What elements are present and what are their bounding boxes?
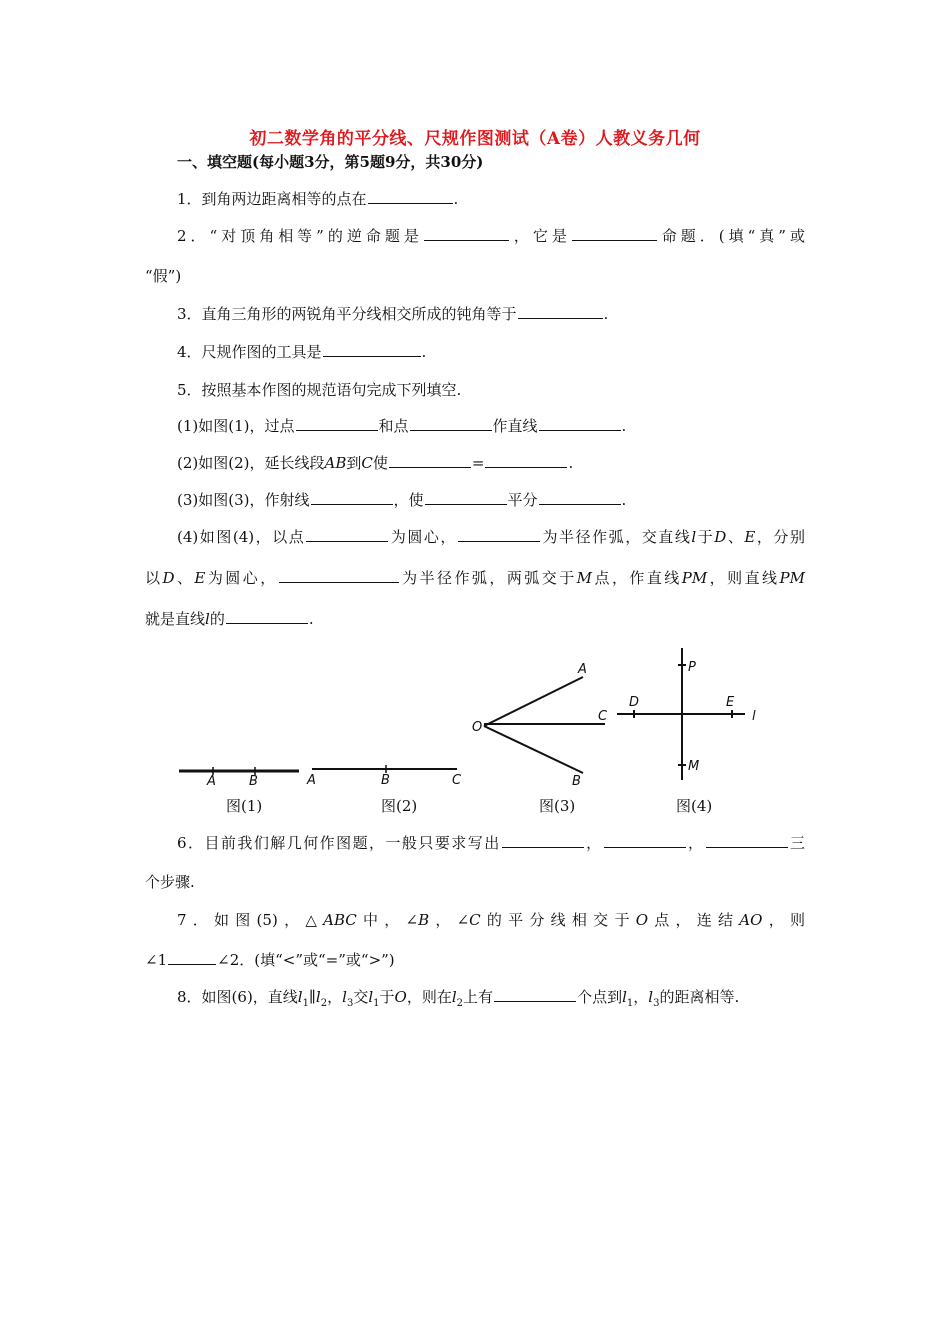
- question-3: [177, 304, 608, 324]
- line-l3: l: [648, 988, 654, 1006]
- point-d: D: [162, 569, 175, 587]
- line-pm: PM: [779, 569, 805, 587]
- answer-blank[interactable]: [706, 833, 788, 848]
- fig2-label-b: B: [381, 773, 390, 788]
- answer-blank[interactable]: [368, 189, 453, 204]
- q5-4-text-4: 于: [696, 528, 715, 546]
- fig3-caption: 图(3): [539, 797, 576, 815]
- angle-1: ∠1: [145, 951, 168, 969]
- answer-blank[interactable]: [279, 568, 399, 583]
- fig4-label-m: M: [688, 759, 700, 774]
- point-c: C: [361, 454, 373, 472]
- parallel-symbol: ∥: [308, 988, 316, 1006]
- q8-text-5: 上有: [463, 988, 494, 1006]
- answer-blank[interactable]: [485, 453, 567, 468]
- q5-4-text-2: 为圆心，: [389, 528, 457, 546]
- question-5: 5．按照基本作图的规范语句完成下列填空.: [177, 381, 462, 399]
- q8-text-4: ，则在: [406, 988, 452, 1006]
- fig3-label-a: A: [578, 662, 587, 677]
- subscript-1: 1: [626, 998, 634, 1009]
- q5-4-text-8: 为半径作弧，两弧交于: [399, 569, 577, 587]
- q7-text-6: ∠2．(填“<”或“=”或“>”): [217, 951, 395, 969]
- q5-1-text: (1)如图(1)，过点: [177, 417, 295, 435]
- question-5-4-cont-2: [145, 609, 314, 629]
- q4-text: 4．尺规作图的工具是: [177, 343, 322, 361]
- q5-2-text-3: 使: [372, 454, 388, 472]
- q8-text-7: 的距离相等.: [659, 988, 740, 1006]
- line-l1: l: [622, 988, 627, 1006]
- answer-blank[interactable]: [458, 527, 540, 542]
- segment-ab: AB: [324, 454, 347, 472]
- segment-ao: AO: [739, 911, 763, 929]
- q2-text-2: ，它是: [509, 227, 571, 245]
- separator: 、: [726, 528, 745, 546]
- question-5-2: [177, 453, 573, 473]
- fig2-label-c: C: [452, 773, 462, 788]
- q8-text-2: 交: [353, 988, 369, 1006]
- answer-blank[interactable]: [494, 987, 576, 1002]
- line-l2: l: [451, 988, 457, 1006]
- q7-text-4: 点，连结: [648, 911, 740, 929]
- point-m: M: [576, 569, 593, 587]
- q5-4-end: .: [308, 610, 314, 628]
- answer-blank[interactable]: [604, 833, 686, 848]
- fig4-label-p: P: [688, 660, 696, 675]
- fig3-label-o: O: [472, 720, 483, 735]
- line-l: l: [691, 528, 697, 546]
- q5-4-text-5: ，分别: [755, 528, 805, 546]
- line-l3: l: [342, 988, 347, 1006]
- answer-blank[interactable]: [424, 226, 509, 241]
- q2-text: 2．“对顶角相等”的逆命题是: [177, 227, 423, 245]
- q5-4-text-11: 就是直线: [145, 610, 206, 628]
- question-2: [177, 226, 805, 246]
- q1-end: .: [453, 190, 459, 208]
- question-5-4: [177, 527, 805, 547]
- fig2-caption: 图(2): [381, 797, 418, 815]
- answer-blank[interactable]: [539, 416, 621, 431]
- answer-blank[interactable]: [168, 950, 216, 965]
- answer-blank[interactable]: [296, 416, 378, 431]
- question-1: [177, 189, 458, 209]
- q8-text-6: 个点到: [577, 988, 623, 1006]
- q5-2-text: (2)如图(2)，延长线段: [177, 454, 325, 472]
- fig1-label-b: B: [249, 774, 258, 789]
- q5-4-text-7: 为圆心，: [205, 569, 278, 587]
- q5-4-text: (4)如图(4)，以点: [177, 528, 306, 546]
- line-l1: l: [368, 988, 374, 1006]
- subscript-2: 2: [456, 998, 464, 1009]
- angle-b: ∠B: [405, 911, 430, 929]
- answer-blank[interactable]: [410, 416, 492, 431]
- answer-blank[interactable]: [518, 304, 603, 319]
- q5-1-text-2: 和点: [378, 417, 409, 435]
- question-8: [177, 987, 739, 1014]
- line-l2: l: [315, 988, 321, 1006]
- point-e: E: [194, 569, 206, 587]
- q5-3-text-2: ，使: [393, 491, 424, 509]
- fig4-label-d: D: [629, 695, 640, 710]
- q7-text: 7．如图(5)，: [177, 911, 306, 929]
- q7-text-3: 的平分线相交于: [480, 911, 636, 929]
- q7-comma: ，: [429, 911, 457, 929]
- fig3-ray-oa: [484, 677, 583, 726]
- angle-c: ∠C: [456, 911, 481, 929]
- q8-comma: ，: [633, 988, 649, 1006]
- question-5-1: [177, 416, 626, 436]
- subscript-1: 1: [302, 998, 309, 1009]
- fig3-ray-ob: [484, 726, 583, 773]
- subscript-1: 1: [373, 998, 380, 1009]
- q5-1-text-3: 作直线: [492, 417, 538, 435]
- fig3-label-b: B: [572, 774, 581, 789]
- q5-3-text: (3)如图(3)，作射线: [177, 491, 310, 509]
- section-heading: 一、填空题(每小题3分，第5题9分，共30分): [177, 153, 484, 171]
- answer-blank[interactable]: [425, 490, 507, 505]
- q5-4-text-12: 的: [209, 610, 225, 628]
- equals-sign: =: [471, 454, 485, 472]
- fig4-label-e: E: [726, 695, 735, 710]
- answer-blank[interactable]: [226, 609, 308, 624]
- answer-blank[interactable]: [539, 490, 621, 505]
- point-d: D: [714, 528, 727, 546]
- triangle-abc: △ABC: [305, 911, 357, 929]
- q5-4-text-3: 为半径作弧，交直线: [540, 528, 692, 546]
- q5-4-text-10: ，则直线: [707, 569, 780, 587]
- q2-text-3: 命题．(填“真”或: [657, 227, 805, 245]
- question-6: [177, 833, 805, 853]
- figures-diagram: [0, 640, 950, 795]
- q1-text: 1．到角两边距离相等的点在: [177, 190, 367, 208]
- fig4-label-l: l: [752, 709, 756, 724]
- q6-comma: ，: [584, 834, 603, 852]
- question-5-4-cont: [145, 568, 805, 588]
- separator: 、: [174, 569, 195, 587]
- point-o: O: [394, 988, 407, 1006]
- answer-blank[interactable]: [389, 453, 471, 468]
- q5-4-text-6: 以: [145, 569, 163, 587]
- line-pm: PM: [681, 569, 708, 587]
- subscript-3: 3: [346, 998, 354, 1009]
- answer-blank[interactable]: [311, 490, 393, 505]
- answer-blank[interactable]: [572, 226, 657, 241]
- question-2-cont: “假”): [145, 267, 182, 285]
- q8-comma: ，: [327, 988, 343, 1006]
- q4-end: .: [421, 343, 427, 361]
- page-title: 初二数学角的平分线、尺规作图测试（A卷）人教义务几何: [249, 129, 701, 149]
- q5-4-text-9: 点，作直线: [592, 569, 682, 587]
- q5-2-end: .: [568, 454, 574, 472]
- q5-3-end: .: [621, 491, 627, 509]
- fig1-caption: 图(1): [226, 797, 263, 815]
- q8-text: 8．如图(6)，直线: [177, 988, 298, 1006]
- question-5-3: [177, 490, 626, 510]
- q6-comma-2: ，: [686, 834, 705, 852]
- q7-text-5: ，则: [762, 911, 805, 929]
- q5-3-text-3: 平分: [507, 491, 538, 509]
- q5-1-end: .: [621, 417, 627, 435]
- subscript-2: 2: [320, 998, 328, 1009]
- answer-blank[interactable]: [306, 527, 388, 542]
- fig3-label-c: C: [598, 709, 608, 724]
- answer-blank[interactable]: [323, 342, 421, 357]
- subscript-3: 3: [653, 998, 660, 1009]
- q8-text-3: 于: [379, 988, 395, 1006]
- question-7-cont: [145, 950, 395, 970]
- question-7: [177, 910, 805, 930]
- q6-text: 6．目前我们解几何作图题，一般只要求写出: [177, 834, 501, 852]
- q5-2-text-2: 到: [346, 454, 362, 472]
- line-l1: l: [297, 988, 303, 1006]
- fig2-label-a: A: [307, 773, 316, 788]
- question-4: [177, 342, 426, 362]
- fig1-label-a: A: [207, 774, 216, 789]
- q6-text-2: 三: [788, 834, 805, 852]
- q3-text: 3．直角三角形的两锐角平分线相交所成的钝角等于: [177, 305, 517, 323]
- line-l: l: [205, 610, 210, 628]
- answer-blank[interactable]: [502, 833, 584, 848]
- fig4-caption: 图(4): [676, 797, 713, 815]
- question-6-cont: 个步骤.: [145, 873, 195, 891]
- q3-end: .: [603, 305, 609, 323]
- q7-text-2: 中，: [356, 911, 406, 929]
- point-o: O: [635, 911, 649, 929]
- point-e: E: [744, 528, 756, 546]
